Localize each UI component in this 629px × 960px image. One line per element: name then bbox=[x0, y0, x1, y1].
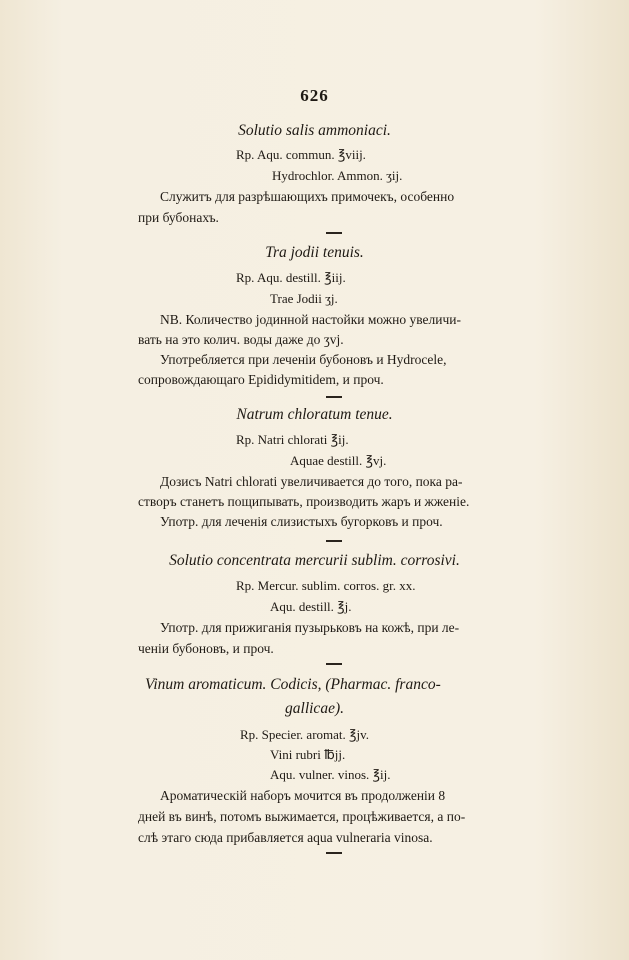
recipe-line: Rp. Aqu. destill. ℥iij. bbox=[236, 270, 346, 285]
page-number: 626 bbox=[300, 86, 329, 105]
section-divider bbox=[326, 852, 342, 854]
section-title: Solutio concentrata mercurii sublim. corrosivi. bbox=[169, 552, 460, 569]
section-title-continued: gallicae). bbox=[285, 700, 344, 717]
body-text-line: Дозисъ Natri chlorati увеличивается до того, пока ра- bbox=[160, 474, 463, 489]
section-divider bbox=[326, 540, 342, 542]
recipe-line: Trae Jodii ʒj. bbox=[270, 291, 338, 306]
body-text-line: Употребляется при леченіи бубоновъ и Hydrocele, bbox=[160, 352, 447, 367]
body-text-line: вать на это колич. воды даже до ʒvj. bbox=[138, 332, 344, 347]
recipe-line: Aquae destill. ℥vj. bbox=[290, 453, 387, 468]
section-divider bbox=[326, 396, 342, 398]
body-text-line: дней въ винѣ, потомъ выжимается, процѣживается, а по- bbox=[138, 809, 466, 824]
section-title: Solutio salis ammoniaci. bbox=[238, 122, 391, 139]
body-text-line: Употр. для леченія слизистыхъ бугорковъ и проч. bbox=[160, 514, 443, 529]
recipe-line: Aqu. vulner. vinos. ℥ij. bbox=[270, 767, 391, 782]
section-divider bbox=[326, 232, 342, 234]
body-text-line: створъ станетъ пощипывать, производить жаръ и жженіе. bbox=[138, 494, 470, 509]
body-text-line: слѣ этаго сюда прибавляется aqua vulneraria vinosa. bbox=[138, 830, 433, 845]
recipe-line: Rp. Natri chlorati ℥ij. bbox=[236, 432, 349, 447]
body-text-line: при бубонахъ. bbox=[138, 210, 219, 225]
body-text-line: Употр. для прижиганія пузырьковъ на кожѣ, при ле- bbox=[160, 620, 460, 635]
body-text-line: сопровождающаго Epididymitidem, и проч. bbox=[138, 372, 384, 387]
recipe-line: Vini rubri ℔jj. bbox=[270, 747, 346, 762]
section-divider bbox=[326, 663, 342, 665]
recipe-line: Aqu. destill. ℥j. bbox=[270, 599, 352, 614]
recipe-line: Rp. Mercur. sublim. corros. gr. xx. bbox=[236, 578, 416, 593]
section-title: Natrum chloratum tenue. bbox=[236, 406, 393, 423]
recipe-line: Rp. Specier. aromat. ℥jv. bbox=[240, 727, 370, 742]
body-text-line: ченіи бубоновъ, и проч. bbox=[138, 641, 274, 656]
body-text-line: Служитъ для разрѣшающихъ примочекъ, особенно bbox=[160, 189, 455, 204]
body-text-line: NB. Количество jодинной настойки можно увеличи- bbox=[160, 312, 461, 327]
body-text-line: Ароматическій наборъ мочится въ продолженіи 8 bbox=[160, 788, 446, 803]
recipe-line: Rp. Aqu. commun. ℥viij. bbox=[236, 147, 366, 162]
section-title: Vinum aromaticum. Codicis, (Pharmac. franco- bbox=[145, 676, 441, 693]
section-title: Tra jodii tenuis. bbox=[265, 244, 364, 261]
recipe-line: Hydrochlor. Ammon. ʒij. bbox=[272, 168, 403, 183]
